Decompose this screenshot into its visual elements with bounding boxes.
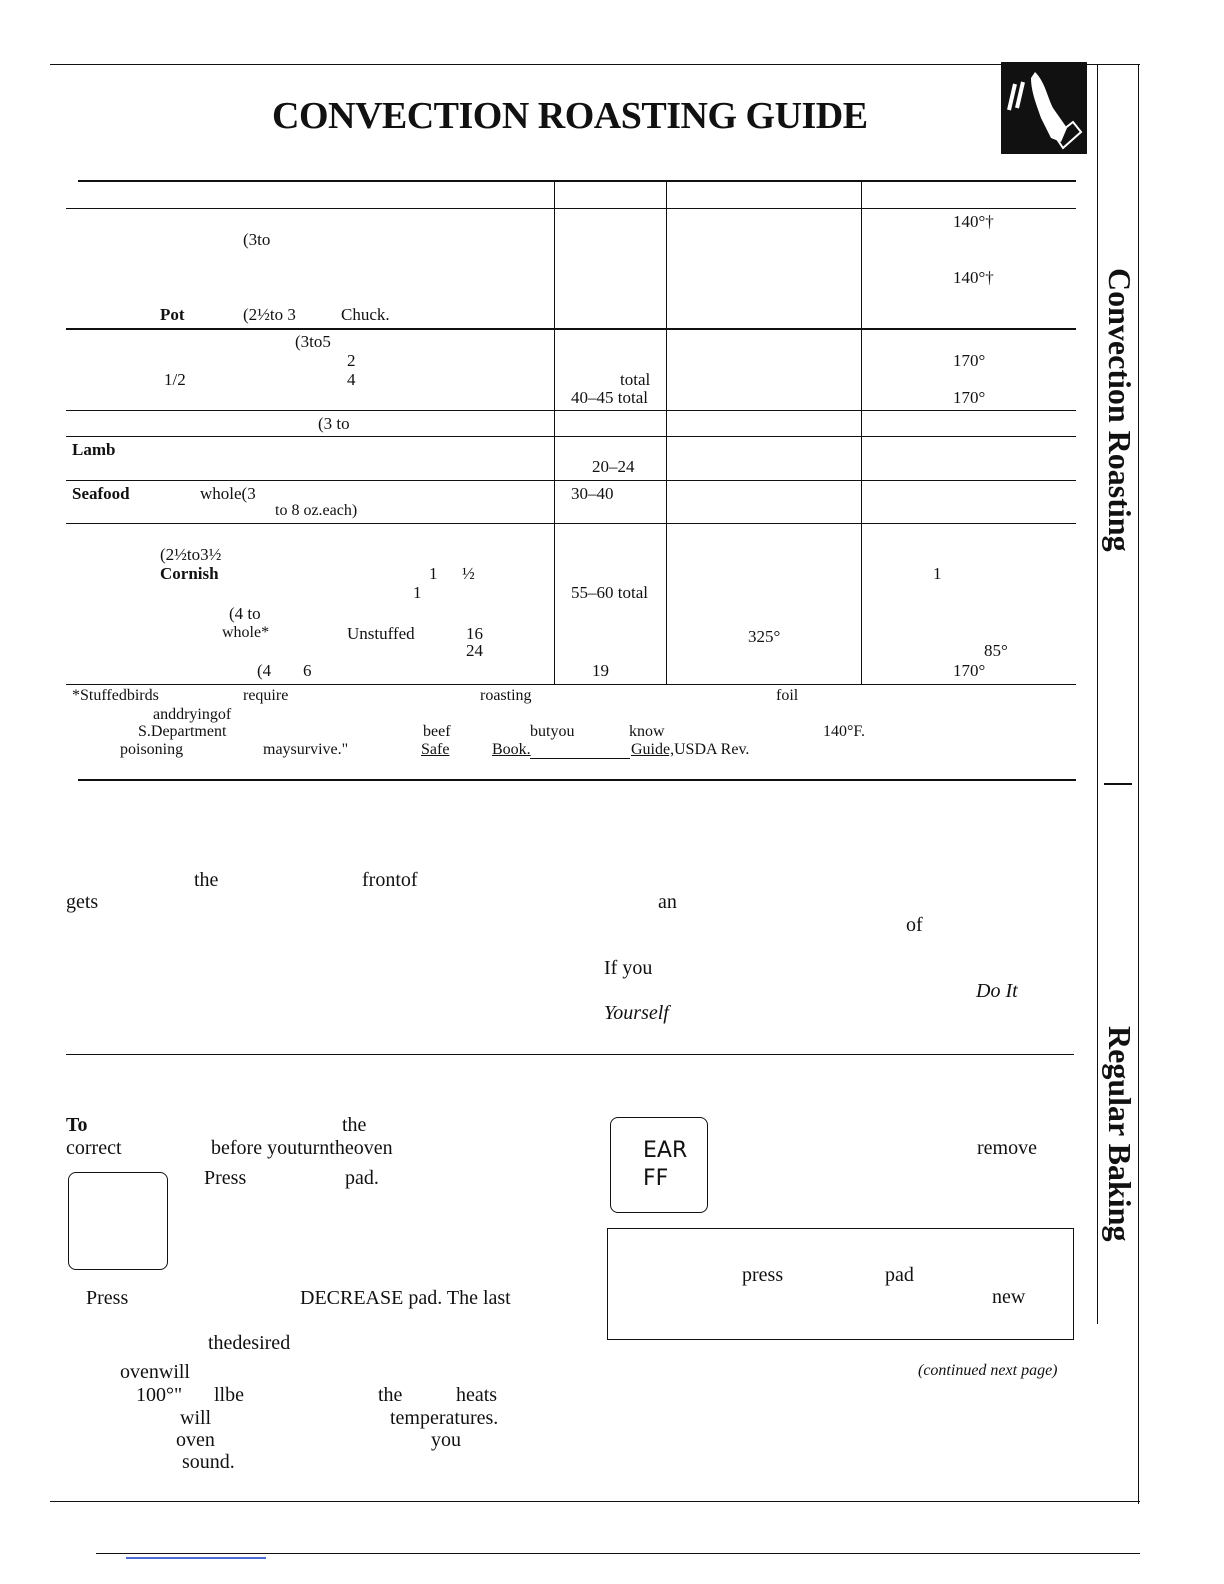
middle-text: of xyxy=(906,914,923,936)
bottom-left-text: sound. xyxy=(182,1451,235,1473)
bottom-rule xyxy=(50,1501,1140,1502)
footer-rule xyxy=(96,1553,1140,1554)
poultry-cell-7: (4 to xyxy=(229,604,261,623)
table-header-rule xyxy=(66,208,1076,209)
middle-text: an xyxy=(658,891,677,913)
poultry-cell-8: whole* xyxy=(222,624,270,641)
poultry-cornish-label: Cornish xyxy=(160,564,219,583)
row-rule-pork xyxy=(66,410,1076,411)
bottom-left-text: temperatures. xyxy=(390,1407,499,1429)
pork-cell-4: 1/2 xyxy=(164,370,186,389)
footnote-word: *Stuffedbirds xyxy=(72,687,159,704)
footnote-word: Guide, xyxy=(631,741,675,758)
clear-off-pad-line-1: EAR xyxy=(643,1138,688,1163)
beef-cell-2: (3to xyxy=(243,230,271,249)
pork-cell-6: total xyxy=(620,370,651,389)
bottom-left-text: Press xyxy=(86,1287,129,1309)
bottom-left-text: before youturntheoven xyxy=(211,1137,393,1159)
footnote-word: Safe xyxy=(421,741,450,758)
continued-note: (continued next page) xyxy=(918,1362,1058,1379)
poultry-cell-14: (4 xyxy=(257,661,272,680)
beef-pot-label: Pot xyxy=(160,305,185,324)
pork-cell-5: 4 xyxy=(347,370,356,389)
top-rule xyxy=(50,64,1140,65)
clear-off-pad[interactable] xyxy=(610,1117,708,1213)
footnote-word: poisoning xyxy=(120,741,184,758)
bottom-left-text: To xyxy=(66,1114,88,1136)
side-tab-divider xyxy=(1104,783,1132,785)
footnote-underline xyxy=(530,758,630,759)
bottom-left-text: correct xyxy=(66,1137,122,1159)
bottom-left-text: pad. xyxy=(345,1167,379,1189)
side-tab-convection-roasting: Convection Roasting xyxy=(1102,268,1138,552)
poultry-cell-15: 6 xyxy=(303,661,312,680)
bottom-right-text: new xyxy=(992,1286,1026,1308)
poultry-cell-11: 325° xyxy=(748,627,781,646)
footnote-word: know xyxy=(629,723,665,740)
table-bottom-rule xyxy=(66,684,1076,685)
footnote-word: roasting xyxy=(480,687,532,704)
seafood-label: Seafood xyxy=(72,484,130,503)
footnote-word: Book. xyxy=(492,741,531,758)
beef-pot-cut: Chuck. xyxy=(341,305,390,324)
poultry-cell-12: 24 xyxy=(466,641,483,660)
footnote-word: require xyxy=(243,687,289,704)
middle-text: Do It xyxy=(976,980,1018,1002)
clear-off-pad-line-2: FF xyxy=(643,1166,669,1191)
right-margin-rule xyxy=(1097,64,1098,1324)
seafood-cell-1: whole(3 xyxy=(200,484,256,503)
row-rule-seafood xyxy=(66,523,1076,524)
bottom-left-text: 100°" xyxy=(136,1384,183,1406)
section-rule xyxy=(66,1054,1074,1055)
footnote-word: maysurvive." xyxy=(263,741,349,758)
seafood-cell-3: to 8 oz.each) xyxy=(275,502,358,519)
bottom-left-text: the xyxy=(342,1114,367,1136)
pork-cell-2: 2 xyxy=(347,351,356,370)
col-rule-2 xyxy=(666,180,667,684)
pork-cell-3: 170° xyxy=(953,351,986,370)
bottom-left-text: you xyxy=(431,1429,461,1451)
row-rule-beef xyxy=(66,328,1076,330)
footnote-word: beef xyxy=(423,723,451,740)
poultry-cell-16: 19 xyxy=(592,661,609,680)
footnote-word: anddryingof xyxy=(153,706,232,723)
poultry-cell-10: 16 xyxy=(466,624,483,643)
middle-text: Yourself xyxy=(604,1002,669,1024)
poultry-cell-1: (2½to3½ xyxy=(160,545,222,564)
middle-text: the xyxy=(194,869,219,891)
middle-text: gets xyxy=(66,891,99,913)
footnote-word: S.Department xyxy=(138,723,227,740)
beef-cell-3: 140°† xyxy=(953,268,994,287)
hand-pressing-pad-icon xyxy=(1001,62,1087,154)
ham-cell-1: (3 to xyxy=(318,414,350,433)
lamb-time: 20–24 xyxy=(592,457,635,476)
beef-pot-range: (2½to 3 xyxy=(243,305,296,324)
side-tab-regular-baking: Regular Baking xyxy=(1102,1026,1138,1242)
poultry-cell-13: 85° xyxy=(984,641,1008,660)
bottom-left-text: ovenwill xyxy=(120,1361,190,1383)
page-title: CONVECTION ROASTING GUIDE xyxy=(272,95,868,137)
beef-cell-1: 140°† xyxy=(953,212,994,231)
note-box xyxy=(607,1228,1074,1340)
bottom-right-text: press xyxy=(742,1264,784,1286)
pork-cell-1: (3to5 xyxy=(295,332,331,351)
bottom-left-text: DECREASE pad. The last xyxy=(300,1287,511,1309)
footnote-word: USDA Rev. xyxy=(674,741,750,758)
row-rule-lamb xyxy=(66,480,1076,481)
bottom-left-text: llbe xyxy=(214,1384,244,1406)
poultry-cell-3: ½ xyxy=(462,564,475,583)
footnote-word: 140°F. xyxy=(823,723,866,740)
poultry-cell-2: 1 xyxy=(429,564,438,583)
footnote-word: butyou xyxy=(530,723,575,740)
row-rule-ham xyxy=(66,436,1076,437)
col-rule-1 xyxy=(554,180,555,684)
blank-control-pad[interactable] xyxy=(68,1172,168,1270)
poultry-cell-6: 55–60 total xyxy=(571,583,648,602)
lamb-label: Lamb xyxy=(72,440,116,459)
table-top-rule xyxy=(78,180,1076,182)
bottom-right-text: remove xyxy=(977,1137,1037,1159)
pork-cell-8: 170° xyxy=(953,388,986,407)
footnote-word: foil xyxy=(776,687,799,704)
bottom-left-text: thedesired xyxy=(208,1332,291,1354)
bottom-left-text: the xyxy=(378,1384,403,1406)
poultry-cell-17: 170° xyxy=(953,661,986,680)
bottom-left-text: will xyxy=(180,1407,212,1429)
footer-accent xyxy=(126,1557,266,1559)
poultry-cell-5: 1 xyxy=(413,583,422,602)
right-margin-rule-2 xyxy=(1138,64,1139,1504)
footnote-bottom-rule xyxy=(78,779,1076,781)
bottom-left-text: oven xyxy=(176,1429,215,1451)
seafood-cell-2: 30–40 xyxy=(571,484,614,503)
bottom-left-text: Press xyxy=(204,1167,247,1189)
middle-text: frontof xyxy=(362,869,418,891)
bottom-left-text: heats xyxy=(456,1384,498,1406)
bottom-right-text: pad xyxy=(885,1264,914,1286)
col-rule-3 xyxy=(861,180,862,684)
poultry-cell-9: Unstuffed xyxy=(347,624,415,643)
poultry-cell-4: 1 xyxy=(933,564,942,583)
middle-text: If you xyxy=(604,957,653,979)
pork-cell-7: 40–45 total xyxy=(571,388,648,407)
